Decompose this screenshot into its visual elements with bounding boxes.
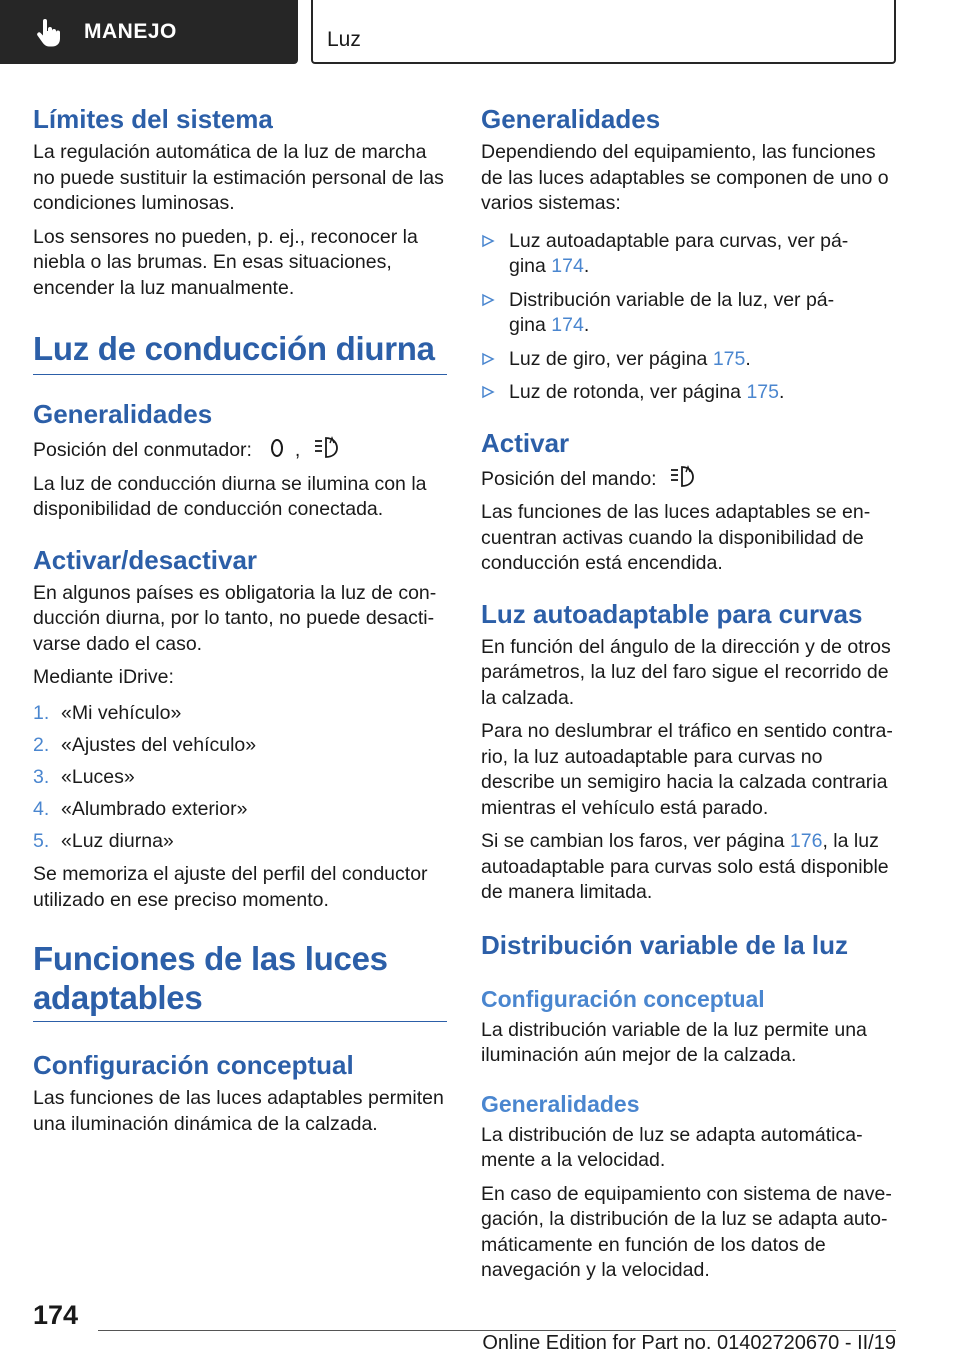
variable-general-heading: Generalidades [481, 1090, 640, 1117]
bullet-triangle-icon [481, 352, 495, 366]
drl-heading: Luz de conducción diurna [33, 329, 447, 375]
variable-heading: Distribución variable de la luz [481, 929, 848, 960]
drl-switch-separator: , [294, 439, 301, 461]
limits-heading: Límites del sistema [33, 104, 273, 134]
activate-heading: Activar [481, 427, 570, 458]
limits-paragraph-2: Los sensores no pueden, p. ej., reconocer la niebla o las brumas. En esas situaciones, encender la luz manualmente. [33, 225, 418, 299]
list-item: Luz de giro, ver página 175. [481, 347, 895, 373]
variable-general-paragraph-2: En caso de equipamiento con sistema de navegación, la distribución de la luz se adapta automáticamente en función de los datos de navegación y la velocidad. [481, 1182, 892, 1281]
activate-switch-prefix: Posición del mando: [481, 467, 657, 490]
chapter-tab [0, 0, 298, 64]
activate-switch-line [481, 464, 895, 493]
page-number: 174 [33, 1300, 79, 1330]
drl-switch-prefix: Posición del conmutador: [33, 439, 252, 461]
hand-touch-icon [34, 18, 64, 48]
variable-concept-paragraph-1: La distribución variable de la luz permite una iluminación aún mejor de la calzada. [481, 1018, 867, 1066]
curve-paragraph-1: En función del ángulo de la dirección y de otros parámetros, la luz del faro sigue el recorrido de la calzada. [481, 635, 891, 709]
list-item: 5. «Luz diurna» [33, 829, 174, 852]
drl-toggle-heading: Activar/desactivar [33, 544, 258, 575]
variable-general-paragraph-1: La distribución de luz se adapta automáticamente a la velocidad. [481, 1123, 863, 1171]
left-column [33, 100, 447, 1137]
systems-list [481, 229, 895, 406]
drl-toggle-paragraph-2: Mediante iDrive: [33, 666, 174, 688]
limits-paragraph-1: La regulación automática de la luz de marcha no puede sustituir la estimación personal de las condiciones luminosas. [33, 141, 444, 214]
drl-general-heading: Generalidades [33, 399, 213, 429]
drl-toggle-paragraph-3: Se memoriza el ajuste del perfil del conductor utilizado en ese preciso momento. [33, 863, 428, 911]
idrive-steps-list [33, 701, 447, 855]
bullet-triangle-icon [481, 234, 495, 248]
section-tab [311, 0, 896, 64]
concept-paragraph-1: Las funciones de las luces adaptables permiten una iluminación dinámica de la calzada. [33, 1087, 444, 1135]
page-link[interactable]: 176 [789, 830, 823, 852]
right-column [481, 100, 895, 1284]
bullet-triangle-icon [481, 293, 495, 307]
drl-paragraph-1: La luz de conducción diurna se ilumina con la disponibilidad de conducción conectada. [33, 472, 427, 520]
bullet-triangle-icon [481, 385, 495, 399]
edition-note: Online Edition for Part no. 01402720670 - II/19 [482, 1332, 896, 1354]
page-link[interactable]: 174 [551, 314, 584, 336]
list-item: Luz autoadaptable para curvas, ver pá- gina 174. [481, 229, 895, 280]
drl-switch-line [33, 435, 447, 464]
list-item: Distribución variable de la luz, ver pá- gina 174. [481, 288, 895, 339]
page-link[interactable]: 175 [746, 381, 779, 403]
general-paragraph-1: Dependiendo del equipamiento, las funciones de las luces adaptables se componen de uno o varios sistemas: [481, 141, 889, 214]
list-item: 4. «Alumbrado exterior» [33, 797, 248, 820]
light-off-icon [265, 437, 289, 459]
general-heading: Generalidades [481, 104, 661, 134]
footer-divider [98, 1330, 896, 1331]
adaptive-heading: Funciones de las luces adaptables [33, 939, 447, 1022]
list-item: 2. «Ajustes del vehículo» [33, 733, 257, 756]
section-label: Luz [327, 28, 361, 51]
curve-paragraph-3: Si se cambian los faros, ver página 176, la luz autoadaptable para curvas solo está disponible de manera limitada. [481, 830, 889, 903]
page-link[interactable]: 174 [551, 255, 584, 277]
chapter-label: MANEJO [84, 20, 177, 43]
list-item: 1. «Mi vehículo» [33, 701, 182, 724]
auto-light-icon [312, 435, 342, 459]
variable-concept-heading: Configuración conceptual [481, 985, 765, 1012]
activate-paragraph-1: Las funciones de las luces adaptables se encuentran activas cuando la disponibilidad de conducción está encendida. [481, 501, 871, 574]
concept-heading: Configuración conceptual [33, 1050, 354, 1080]
drl-toggle-paragraph-1: En algunos países es obligatoria la luz de conducción diurna, por lo tanto, no puede desactivarse dado el caso. [33, 581, 437, 655]
list-item: 3. «Luces» [33, 765, 135, 788]
page-link[interactable]: 175 [712, 347, 746, 370]
curve-heading: Luz autoadaptable para curvas [481, 598, 863, 629]
auto-light-icon [668, 464, 698, 488]
curve-paragraph-2: Para no deslumbrar el tráfico en sentido contrario, la luz autoadaptable para curvas no describe un semigiro hacia la calzada contraria mientras el vehículo está parado. [481, 720, 893, 819]
list-item: Luz de rotonda, ver página 175. [481, 380, 895, 406]
